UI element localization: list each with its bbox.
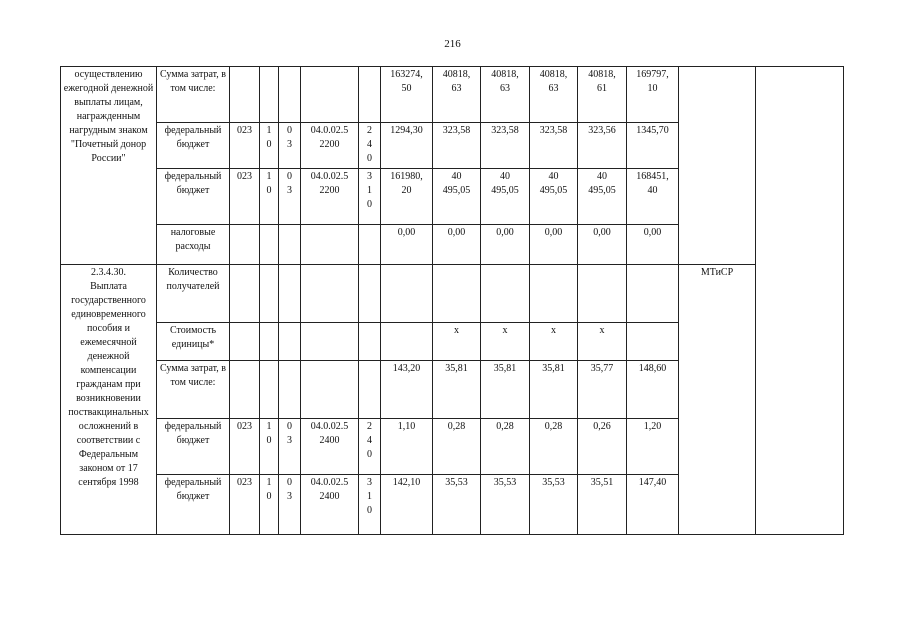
indicator-label: федеральный бюджет <box>157 419 230 475</box>
value-cell <box>381 323 433 361</box>
pr-code <box>279 323 301 361</box>
value-cell: 323,58 <box>530 123 578 169</box>
vr-code <box>359 225 381 265</box>
value-cell: 0,28 <box>530 419 578 475</box>
vr-code <box>359 67 381 123</box>
gr-code: 023 <box>230 123 260 169</box>
value-cell <box>433 265 481 323</box>
value-cell: 0,28 <box>481 419 530 475</box>
executor-cell <box>679 67 756 265</box>
value-cell: 143,20 <box>381 361 433 419</box>
measure-name: Выплата государственного единовременного пособия и ежемесячной денежной компенсации гражданам при возникновении поствакцинальных осложнений в соответствии с Федеральным законом от 17 сентября 1998 <box>68 281 149 488</box>
value-cell: 35,77 <box>578 361 627 419</box>
vr-code: 3 1 0 <box>359 169 381 225</box>
gr-code: 023 <box>230 419 260 475</box>
indicator-label: федеральный бюджет <box>157 123 230 169</box>
value-cell: 0,26 <box>578 419 627 475</box>
value-cell: x <box>481 323 530 361</box>
csr-code <box>301 265 359 323</box>
value-cell: 0,00 <box>381 225 433 265</box>
value-cell: x <box>530 323 578 361</box>
pr-code: 0 3 <box>279 475 301 535</box>
gr-code <box>230 67 260 123</box>
csr-code <box>301 323 359 361</box>
value-cell: 323,56 <box>578 123 627 169</box>
value-cell: 169797, 10 <box>627 67 679 123</box>
pr-code: 0 3 <box>279 169 301 225</box>
value-cell: 40 495,05 <box>578 169 627 225</box>
value-cell: 35,81 <box>433 361 481 419</box>
pr-code <box>279 361 301 419</box>
value-cell: 148,60 <box>627 361 679 419</box>
value-cell: 0,00 <box>481 225 530 265</box>
value-cell: 142,10 <box>381 475 433 535</box>
value-cell: 0,00 <box>627 225 679 265</box>
r-code: 1 0 <box>260 419 279 475</box>
pr-code <box>279 67 301 123</box>
gr-code: 023 <box>230 475 260 535</box>
value-cell: 35,51 <box>578 475 627 535</box>
value-cell: 1,20 <box>627 419 679 475</box>
gr-code <box>230 225 260 265</box>
value-cell: 147,40 <box>627 475 679 535</box>
value-cell: 168451, 40 <box>627 169 679 225</box>
vr-code <box>359 361 381 419</box>
value-cell: 40 495,05 <box>481 169 530 225</box>
table-row <box>61 265 844 323</box>
measure-name-cell <box>61 265 157 535</box>
r-code <box>260 265 279 323</box>
pr-code: 0 3 <box>279 123 301 169</box>
r-code: 1 0 <box>260 123 279 169</box>
value-cell <box>381 265 433 323</box>
value-cell: 0,00 <box>433 225 481 265</box>
gr-code <box>230 265 260 323</box>
value-cell: 40 495,05 <box>530 169 578 225</box>
gr-code <box>230 323 260 361</box>
vr-code: 2 4 0 <box>359 123 381 169</box>
value-cell: 161980, 20 <box>381 169 433 225</box>
indicator-label: Количество получателей <box>157 265 230 323</box>
value-cell: 35,81 <box>481 361 530 419</box>
value-cell: 40818, 63 <box>433 67 481 123</box>
csr-code: 04.0.02.5 2400 <box>301 419 359 475</box>
value-cell: 1294,30 <box>381 123 433 169</box>
csr-code: 04.0.02.5 2400 <box>301 475 359 535</box>
indicator-label: Сумма затрат, в том числе: <box>157 361 230 419</box>
csr-code: 04.0.02.5 2200 <box>301 123 359 169</box>
value-cell: 323,58 <box>433 123 481 169</box>
value-cell <box>627 323 679 361</box>
gr-code: 023 <box>230 169 260 225</box>
value-cell: 0,00 <box>578 225 627 265</box>
csr-code <box>301 361 359 419</box>
value-cell: 323,58 <box>481 123 530 169</box>
value-cell: 0,00 <box>530 225 578 265</box>
value-cell: 1345,70 <box>627 123 679 169</box>
measure-name: осуществлению ежегодной денежной выплаты лицам, награжденным нагрудным знаком "Почетный донор России" <box>63 69 154 164</box>
value-cell: 40818, 63 <box>530 67 578 123</box>
vr-code <box>359 265 381 323</box>
measure-code: 2.3.4.30. <box>91 267 126 278</box>
vr-code <box>359 323 381 361</box>
r-code: 1 0 <box>260 475 279 535</box>
pr-code <box>279 265 301 323</box>
indicator-label: налоговые расходы <box>157 225 230 265</box>
pr-code <box>279 225 301 265</box>
r-code: 1 0 <box>260 169 279 225</box>
value-cell: 35,53 <box>530 475 578 535</box>
value-cell <box>627 265 679 323</box>
value-cell: 0,28 <box>433 419 481 475</box>
indicator-label: Стоимость единицы* <box>157 323 230 361</box>
value-cell: 40818, 61 <box>578 67 627 123</box>
r-code <box>260 67 279 123</box>
value-cell: 35,53 <box>433 475 481 535</box>
indicator-label: федеральный бюджет <box>157 169 230 225</box>
r-code <box>260 361 279 419</box>
gr-code <box>230 361 260 419</box>
indicator-label: Сумма затрат, в том числе: <box>157 67 230 123</box>
page-number: 216 <box>444 38 461 50</box>
csr-code <box>301 225 359 265</box>
value-cell: x <box>433 323 481 361</box>
value-cell <box>578 265 627 323</box>
value-cell: 40818, 63 <box>481 67 530 123</box>
executor-cell: МТиСР <box>679 265 756 535</box>
value-cell: 1,10 <box>381 419 433 475</box>
vr-code: 3 1 0 <box>359 475 381 535</box>
table-row <box>61 67 844 123</box>
budget-table <box>60 66 844 535</box>
value-cell <box>481 265 530 323</box>
extra-cell <box>756 67 844 535</box>
vr-code: 2 4 0 <box>359 419 381 475</box>
value-cell: 40 495,05 <box>433 169 481 225</box>
value-cell: x <box>578 323 627 361</box>
measure-name-cell <box>61 67 157 265</box>
value-cell: 163274, 50 <box>381 67 433 123</box>
csr-code <box>301 67 359 123</box>
r-code <box>260 323 279 361</box>
value-cell <box>530 265 578 323</box>
r-code <box>260 225 279 265</box>
pr-code: 0 3 <box>279 419 301 475</box>
value-cell: 35,53 <box>481 475 530 535</box>
indicator-label: федеральный бюджет <box>157 475 230 535</box>
csr-code: 04.0.02.5 2200 <box>301 169 359 225</box>
value-cell: 35,81 <box>530 361 578 419</box>
